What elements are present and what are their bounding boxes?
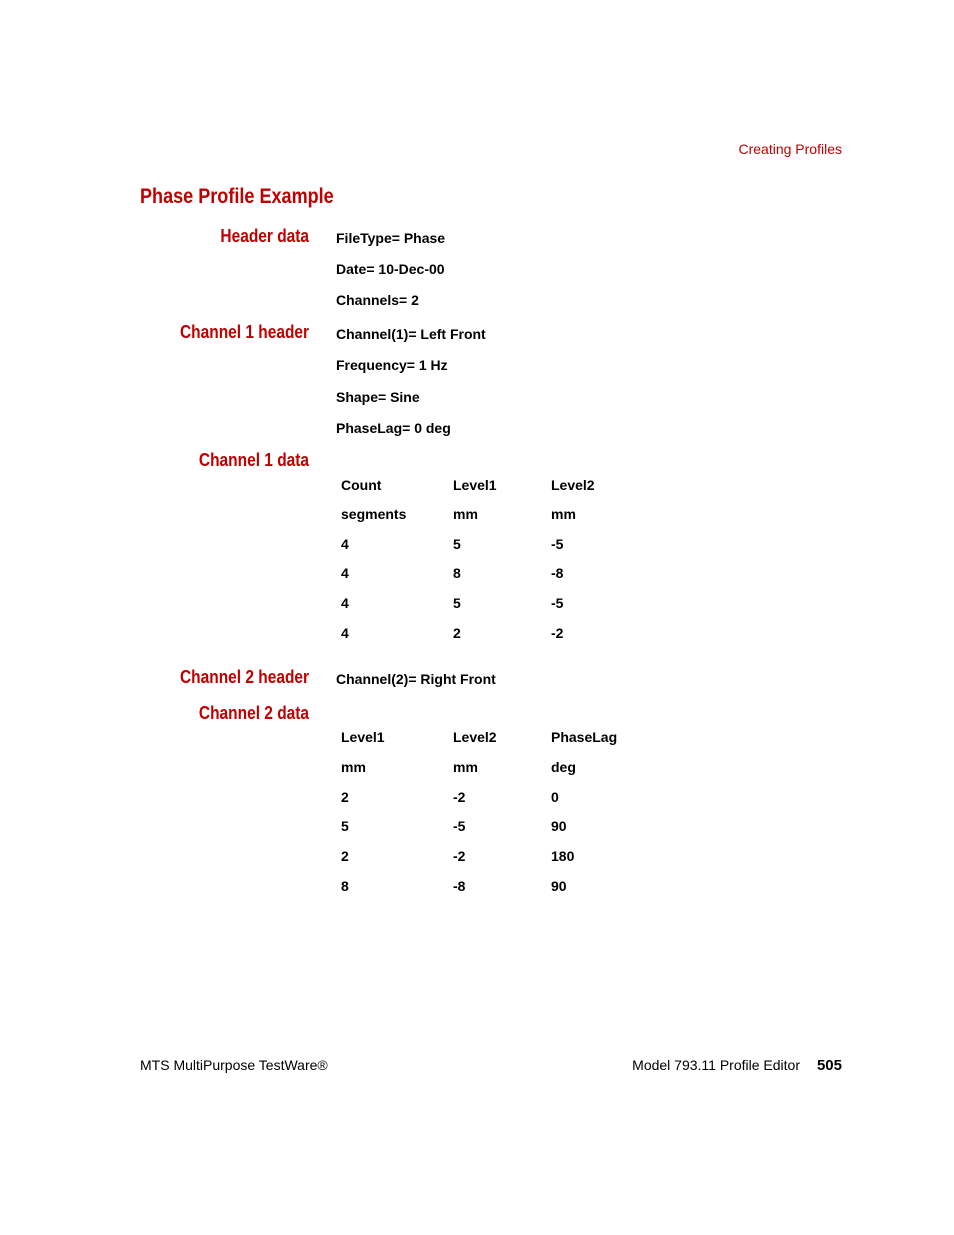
header-line: Date= 10-Dec-00 (336, 261, 445, 277)
table-cell: 4 (341, 595, 349, 611)
running-head: Creating Profiles (738, 141, 842, 157)
table-cell: 5 (341, 818, 349, 834)
table-cell: 4 (341, 625, 349, 641)
table-cell: 90 (551, 818, 567, 834)
section-label-channel2-data: Channel 2 data (198, 703, 309, 723)
header-line: FileType= Phase (336, 230, 446, 246)
table-cell: -5 (453, 818, 466, 834)
table-cell: 180 (551, 848, 575, 864)
table-cell: Level1 (341, 729, 385, 745)
table-cell: segments (341, 506, 407, 522)
table-cell: 8 (453, 565, 461, 581)
header-line: Channels= 2 (336, 292, 419, 308)
table-cell: mm (341, 759, 366, 775)
table-cell: PhaseLag (551, 729, 618, 745)
channel1-header-line: Frequency= 1 Hz (336, 357, 448, 373)
table-cell: 5 (453, 536, 461, 552)
section-label-channel1-data: Channel 1 data (198, 450, 309, 470)
table-cell: mm (551, 506, 576, 522)
section-label-header-data: Header data (220, 226, 309, 246)
table-cell: 2 (341, 848, 349, 864)
table-cell: 2 (453, 625, 461, 641)
table-cell: -2 (551, 625, 564, 641)
table-cell: -2 (453, 789, 466, 805)
table-cell: -2 (453, 848, 466, 864)
table-cell: Level2 (551, 477, 595, 493)
table-cell: 8 (341, 878, 349, 894)
table-cell: -8 (453, 878, 466, 894)
table-cell: 0 (551, 789, 559, 805)
table-cell: Level1 (453, 477, 497, 493)
table-cell: Count (341, 477, 382, 493)
table-cell: deg (551, 759, 576, 775)
table-cell: -5 (551, 536, 564, 552)
table-cell: 90 (551, 878, 567, 894)
table-cell: mm (453, 759, 478, 775)
table-cell: -5 (551, 595, 564, 611)
page-title: Phase Profile Example (140, 185, 334, 208)
table-cell: mm (453, 506, 478, 522)
table-cell: 2 (341, 789, 349, 805)
table-cell: 4 (341, 565, 349, 581)
footer-left: MTS MultiPurpose TestWare® (140, 1057, 328, 1073)
section-label-channel1-header: Channel 1 header (179, 322, 309, 342)
table-cell: -8 (551, 565, 564, 581)
table-cell: 4 (341, 536, 349, 552)
channel1-header-line: Shape= Sine (336, 389, 420, 405)
section-label-channel2-header: Channel 2 header (179, 667, 309, 687)
table-cell: 5 (453, 595, 461, 611)
footer-right: Model 793.11 Profile Editor (632, 1057, 800, 1073)
channel1-header-line: Channel(1)= Left Front (336, 326, 486, 342)
table-cell: Level2 (453, 729, 497, 745)
page-number: 505 (816, 1057, 842, 1074)
channel1-header-line: PhaseLag= 0 deg (336, 420, 451, 436)
channel2-header-line: Channel(2)= Right Front (336, 671, 496, 687)
